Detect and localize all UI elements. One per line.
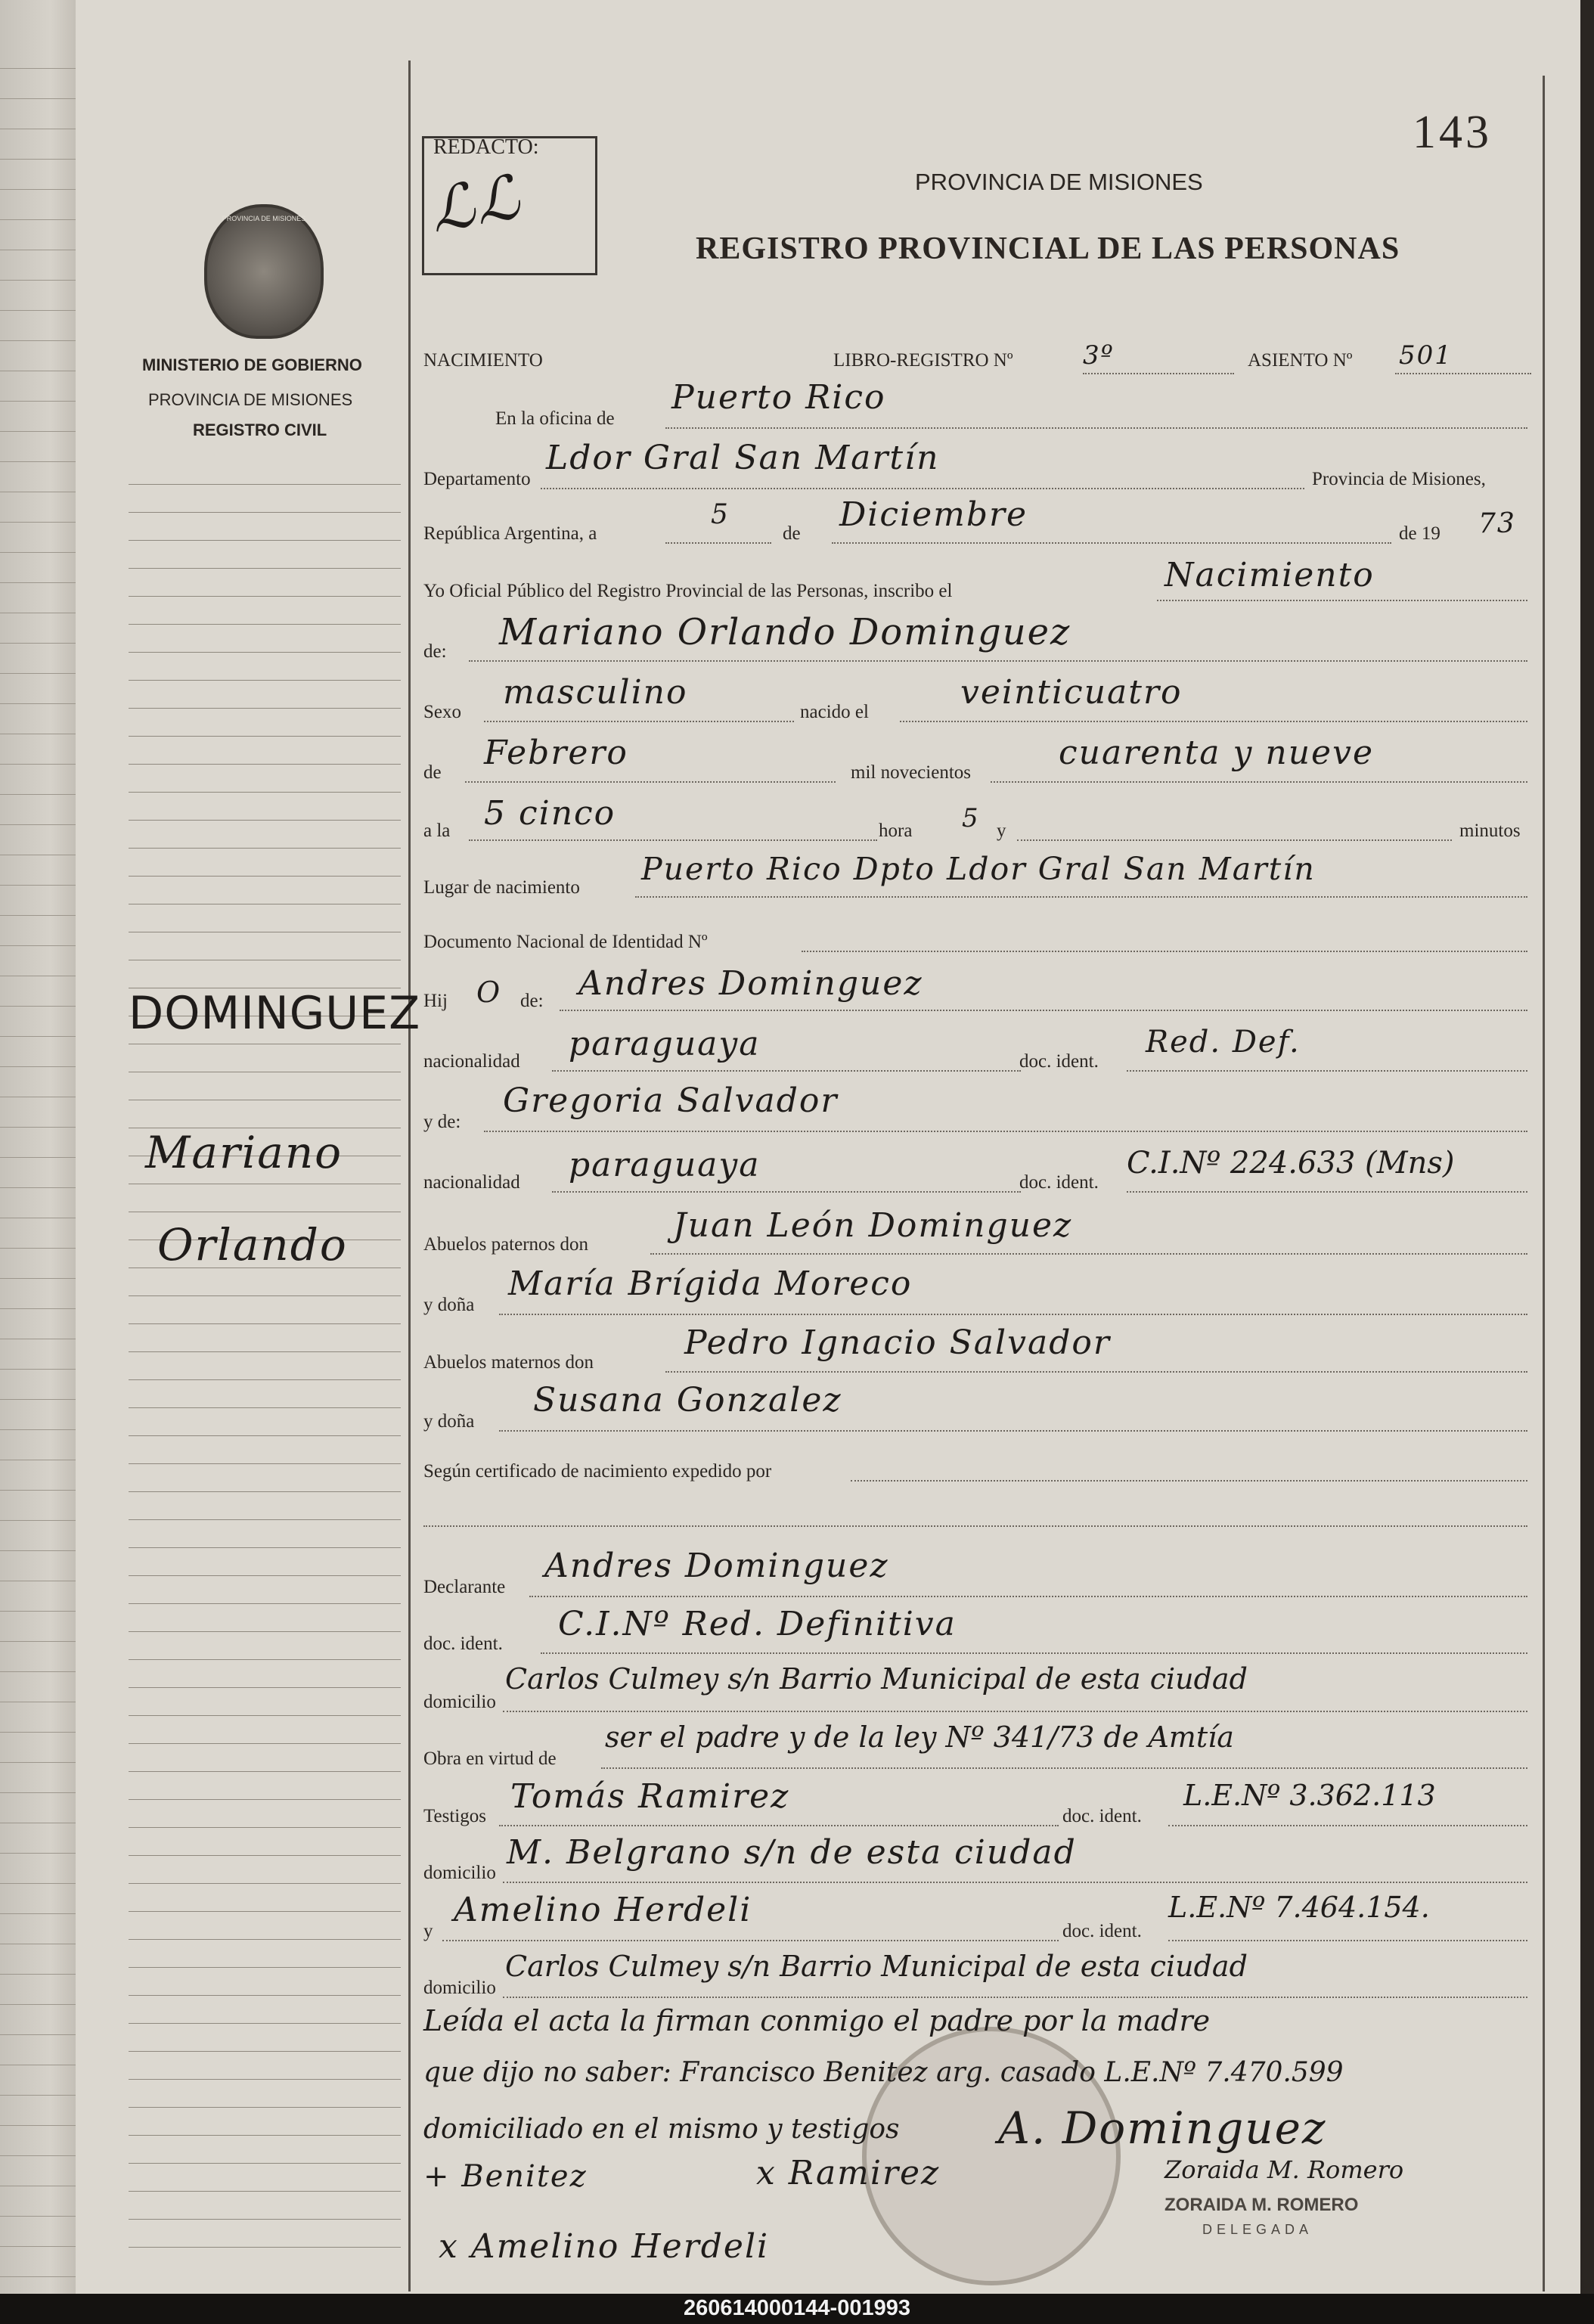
left-page-ruled-line [0, 189, 82, 190]
hijo-value: O [476, 976, 502, 1009]
signature-herdeli: x Amelino Herdeli [439, 2227, 770, 2266]
libro-label: LIBRO-REGISTRO Nº [833, 350, 1013, 371]
docident4-label: doc. ident. [1062, 1806, 1142, 1826]
margin-ruled-line [129, 2107, 401, 2108]
lugar-label: Lugar de nacimiento [423, 877, 580, 898]
margin-ruled-line [129, 1883, 401, 1884]
abuelos-pat-label: Abuelos paternos don [423, 1234, 589, 1255]
margin-ruled-line [129, 1995, 401, 1996]
notes-line-2: que dijo no saber: Francisco Benitez arg. casado L.E.Nº 7.470.599 [423, 2057, 1344, 2088]
left-page-ruled-line [0, 673, 82, 674]
left-page-ruled-line [0, 461, 82, 462]
left-page-ruled-line [0, 703, 82, 704]
sexo-line [484, 721, 794, 722]
margin-ruled-line [129, 2023, 401, 2024]
abuelo-mat-line [665, 1371, 1527, 1373]
departamento-value: Ldor Gral San Martín [546, 439, 940, 477]
yde-label: y de: [423, 1112, 461, 1132]
asiento-value: 501 [1399, 340, 1453, 371]
hijo-de-label: de: [520, 991, 544, 1011]
docident1-value: Red. Def. [1146, 1025, 1301, 1060]
obra-line [601, 1767, 1527, 1769]
left-page-ruled-line [0, 643, 82, 644]
left-page-ruled-line [0, 794, 82, 795]
hijo-label: Hij [423, 991, 448, 1011]
margin-ruled-line [129, 1547, 401, 1548]
mes-value: Diciembre [839, 495, 1028, 534]
minutos-label: minutos [1459, 821, 1521, 841]
hora-label: hora [879, 821, 913, 841]
testigo2-line [442, 1940, 1059, 1941]
mil-label: mil novecientos [851, 762, 971, 783]
margin-ruled-line [129, 1939, 401, 1940]
left-page-ruled-line [0, 340, 82, 341]
redacto-initials: ℒℒ [424, 161, 526, 247]
mes-de-label: de [783, 523, 801, 544]
y-label: y [997, 821, 1006, 841]
de-nombre-label: de: [423, 641, 447, 662]
oficina-line [665, 427, 1527, 429]
left-page-ruled-line [0, 2216, 82, 2217]
inscribo-line [1157, 600, 1527, 601]
left-page-ruled-line [0, 1792, 82, 1793]
hora-num-value: 5 [962, 803, 980, 833]
dni-line [802, 951, 1527, 952]
padre-value: Andres Dominguez [578, 964, 923, 1003]
departamento-line [541, 488, 1304, 489]
left-page-ruled-line [0, 1611, 82, 1612]
margin-ruled-line [129, 512, 401, 513]
page-number: 143 [1413, 107, 1492, 158]
mes-nac-line [465, 781, 836, 783]
romero-stamp-name: ZORAIDA M. ROMERO [1164, 2195, 1359, 2215]
left-page-ruled-line [0, 219, 82, 220]
segun-line-2 [423, 1525, 1527, 1527]
ministry-line-3: REGISTRO CIVIL [193, 420, 327, 439]
nacido-label: nacido el [800, 702, 869, 722]
mes-nac-value: Febrero [484, 734, 628, 772]
left-page-ruled-line [0, 2004, 82, 2005]
left-page-ruled-line [0, 1641, 82, 1642]
docident3-value: C.I.Nº Red. Definitiva [558, 1605, 957, 1643]
signature-benitez: + Benitez [423, 2159, 588, 2194]
seal-text: PROVINCIA DE MISIONES [222, 215, 306, 222]
romero-stamp-role: DELEGADA [1202, 2222, 1313, 2237]
libro-value: 3º [1083, 340, 1115, 371]
domicilio3-value: Carlos Culmey s/n Barrio Municipal de esta ciudad [505, 1950, 1248, 1983]
left-page-ruled-line [0, 98, 82, 99]
left-page-ruled-line [0, 1520, 82, 1521]
left-page-ruled-line [0, 824, 82, 825]
signature-ramirez: x Ramirez [756, 2154, 941, 2192]
left-page-ruled-line [0, 1006, 82, 1007]
left-page-edge [0, 0, 85, 2294]
left-page-ruled-line [0, 159, 82, 160]
signature-dominguez: A. Dominguez [998, 2102, 1327, 2154]
declarante-label: Declarante [423, 1577, 506, 1597]
redacto-label: REDACTO: [433, 135, 539, 159]
left-page-ruled-line [0, 1369, 82, 1370]
left-page-ruled-line [0, 1248, 82, 1249]
left-page-ruled-line [0, 915, 82, 916]
left-page-ruled-line [0, 885, 82, 886]
left-page-ruled-line [0, 1429, 82, 1430]
margin-ruled-line [129, 624, 401, 625]
left-page-ruled-line [0, 1187, 82, 1188]
abuela-mat-value: Susana Gonzalez [533, 1381, 842, 1420]
margin-ruled-line [129, 1295, 401, 1296]
nacionalidad1-value: paraguaya [569, 1025, 761, 1063]
margin-ruled-line [129, 2163, 401, 2164]
domicilio1-label: domicilio [423, 1692, 496, 1712]
asiento-dots [1395, 373, 1531, 374]
domicilio2-label: domicilio [423, 1863, 496, 1883]
domicilio2-line [503, 1882, 1527, 1883]
anio-value: 73 [1478, 508, 1516, 539]
testigo1-value: Tomás Ramirez [510, 1777, 790, 1816]
province-header: PROVINCIA DE MISIONES [915, 169, 1203, 195]
asiento-label: ASIENTO Nº [1248, 350, 1353, 371]
segun-label: Según certificado de nacimiento expedido por [423, 1461, 772, 1482]
margin-ruled-line [129, 596, 401, 597]
domicilio1-value: Carlos Culmey s/n Barrio Municipal de esta ciudad [505, 1662, 1248, 1696]
left-page-ruled-line [0, 1066, 82, 1067]
testigos-label: Testigos [423, 1806, 486, 1826]
lugar-line [635, 896, 1527, 898]
dona1-label: y doña [423, 1295, 475, 1315]
margin-ruled-line [129, 652, 401, 653]
obra-value: ser el padre y de la ley Nº 341/73 de Amtía [605, 1721, 1234, 1754]
margin-ruled-line [129, 1911, 401, 1912]
left-page-ruled-line [0, 1732, 82, 1733]
docident4-value: L.E.Nº 3.362.113 [1183, 1779, 1436, 1812]
declarante-line [529, 1596, 1527, 1597]
dia-value: 5 [711, 499, 730, 530]
yo-oficial-label: Yo Oficial Público del Registro Provincial de las Personas, inscribo el [423, 581, 953, 601]
hora-line [469, 839, 877, 841]
left-page-ruled-line [0, 2095, 82, 2096]
dni-label: Documento Nacional de Identidad Nº [423, 932, 708, 952]
docident2-label: doc. ident. [1019, 1172, 1099, 1193]
ministry-line-2: PROVINCIA DE MISIONES [148, 390, 353, 409]
margin-ruled-line [129, 1715, 401, 1716]
left-page-ruled-line [0, 1399, 82, 1400]
margin-ruled-line [129, 876, 401, 877]
margin-ruled-line [129, 708, 401, 709]
departamento-label: Departamento [423, 469, 531, 489]
left-page-ruled-line [0, 2246, 82, 2247]
margin-given-name-2: Orlando [157, 1219, 348, 1271]
left-page-ruled-line [0, 552, 82, 553]
libro-dots [1083, 373, 1234, 374]
margin-ruled-line [129, 1351, 401, 1352]
testigo1-line [499, 1825, 1059, 1826]
margin-ruled-line [129, 2051, 401, 2052]
de-mes-label: de [423, 762, 442, 783]
hora-value: 5 cinco [484, 794, 616, 833]
margin-ruled-line [129, 1575, 401, 1576]
oficina-label: En la oficina de [495, 408, 615, 429]
margin-ruled-line [129, 1743, 401, 1744]
mes-line [832, 542, 1391, 544]
document-id: 260614000144-001993 [684, 2296, 910, 2320]
minutos-line [1017, 839, 1452, 841]
notes-line-3: domiciliado en el mismo y testigos [423, 2114, 900, 2145]
oficina-value: Puerto Rico [671, 378, 886, 417]
margin-given-name-1: Mariano [145, 1127, 343, 1178]
abuelo-mat-value: Pedro Ignacio Salvador [684, 1323, 1111, 1362]
left-page-ruled-line [0, 310, 82, 311]
left-page-ruled-line [0, 1278, 82, 1279]
docident4-line [1168, 1825, 1527, 1826]
abuelos-mat-label: Abuelos maternos don [423, 1352, 594, 1373]
docident1-line [1127, 1070, 1527, 1072]
abuela-pat-value: María Brígida Moreco [508, 1264, 913, 1303]
margin-ruled-line [129, 1519, 401, 1520]
dona2-label: y doña [423, 1411, 475, 1432]
margin-ruled-line [129, 1827, 401, 1828]
nacionalidad2-value: paraguaya [569, 1146, 761, 1184]
margin-ruled-line [129, 484, 401, 485]
docident2-value: C.I.Nº 224.633 (Mns) [1127, 1146, 1455, 1181]
left-page-ruled-line [0, 1036, 82, 1037]
nombre-line [469, 660, 1527, 662]
page-right-rule [1543, 76, 1545, 2291]
margin-ruled-line [129, 2079, 401, 2080]
docident5-label: doc. ident. [1062, 1921, 1142, 1941]
left-page-ruled-line [0, 1974, 82, 1975]
domicilio3-line [503, 1997, 1527, 1998]
provincia-label: Provincia de Misiones, [1312, 469, 1486, 489]
ministry-line-1: MINISTERIO DE GOBIERNO [142, 355, 362, 374]
margin-ruled-line [129, 2191, 401, 2192]
left-page-ruled-line [0, 68, 82, 69]
nacionalidad2-label: nacionalidad [423, 1172, 520, 1193]
margin-ruled-line [129, 1379, 401, 1380]
margin-ruled-line [129, 1799, 401, 1800]
testigo2-value: Amelino Herdeli [454, 1891, 752, 1929]
left-page-ruled-line [0, 2125, 82, 2126]
margin-ruled-line [129, 1687, 401, 1688]
left-page-ruled-line [0, 1913, 82, 1914]
margin-ruled-line [129, 1603, 401, 1604]
nacionalidad2-line [552, 1191, 1021, 1193]
left-page-ruled-line [0, 2155, 82, 2156]
margin-ruled-line [129, 2219, 401, 2220]
left-page-ruled-line [0, 1157, 82, 1158]
docident1-label: doc. ident. [1019, 1051, 1099, 1072]
obra-label: Obra en virtud de [423, 1748, 557, 1769]
left-page-ruled-line [0, 2034, 82, 2035]
left-page-ruled-line [0, 1550, 82, 1551]
redacto-box [422, 136, 597, 275]
domicilio2-value: M. Belgrano s/n de esta ciudad [507, 1833, 1077, 1872]
page-left-rule [408, 61, 411, 2291]
delegada-stamp [1157, 2155, 1429, 2246]
margin-ruled-line [129, 1407, 401, 1408]
left-page-ruled-line [0, 764, 82, 765]
left-page-ruled-line [0, 1883, 82, 1884]
left-page-ruled-line [0, 280, 82, 281]
margin-ruled-line [129, 540, 401, 541]
docident3-line [541, 1652, 1527, 1654]
abuelo-pat-line [650, 1253, 1527, 1255]
docident2-line [1127, 1191, 1527, 1193]
left-page-ruled-line [0, 1127, 82, 1128]
left-page-ruled-line [0, 945, 82, 946]
nacionalidad1-line [552, 1070, 1021, 1072]
lugar-value: Puerto Rico Dpto Ldor Gral San Martín [641, 851, 1316, 887]
domicilio1-line [503, 1711, 1527, 1712]
margin-ruled-line [129, 820, 401, 821]
nacido-line [900, 721, 1527, 722]
nacido-value: veinticuatro [960, 673, 1183, 712]
margin-ruled-line [129, 1435, 401, 1436]
left-page-ruled-line [0, 1853, 82, 1854]
left-page-ruled-line [0, 1671, 82, 1672]
margin-ruled-line [129, 1631, 401, 1632]
margin-ruled-line [129, 1659, 401, 1660]
registry-header: REGISTRO PROVINCIAL DE LAS PERSONAS [696, 231, 1400, 266]
madre-value: Gregoria Salvador [503, 1081, 839, 1120]
margin-ruled-line [129, 1323, 401, 1324]
margin-ruled-line [129, 764, 401, 765]
docident5-line [1168, 1940, 1527, 1941]
abuela-pat-line [499, 1314, 1527, 1315]
nacimiento-label: NACIMIENTO [423, 350, 543, 371]
margin-ruled-line [129, 2135, 401, 2136]
nacionalidad1-label: nacionalidad [423, 1051, 520, 1072]
anio-nac-value: cuarenta y nueve [1059, 734, 1374, 772]
ala-label: a la [423, 821, 451, 841]
left-page-ruled-line [0, 1762, 82, 1763]
left-page-ruled-line [0, 582, 82, 583]
left-page-ruled-line [0, 522, 82, 523]
margin-ruled-line [129, 680, 401, 681]
anio-nac-line [991, 781, 1527, 783]
y-testigo-label: y [423, 1921, 433, 1941]
margin-surname: DOMINGUEZ [129, 987, 421, 1040]
signature-romero: Zoraida M. Romero [1164, 2155, 1404, 2184]
abuela-mat-line [499, 1430, 1527, 1432]
margin-ruled-line [129, 1855, 401, 1856]
margin-ruled-line [129, 1463, 401, 1464]
madre-line [484, 1131, 1527, 1132]
margin-ruled-line [129, 1967, 401, 1968]
province-seal-emblem [204, 204, 324, 339]
margin-ruled-line [129, 568, 401, 569]
left-page-ruled-line [0, 1308, 82, 1309]
left-page-ruled-line [0, 2276, 82, 2277]
docident3-label: doc. ident. [423, 1634, 503, 1654]
notes-line-1: Leída el acta la firman conmigo el padre por la madre [423, 2004, 1211, 2037]
inscribo-value: Nacimiento [1164, 556, 1375, 594]
margin-ruled-line [129, 1491, 401, 1492]
left-page-ruled-line [0, 401, 82, 402]
domicilio3-label: domicilio [423, 1978, 496, 1998]
margin-ruled-line [129, 736, 401, 737]
segun-line-1 [851, 1480, 1527, 1482]
left-page-ruled-line [0, 1490, 82, 1491]
abuelo-pat-value: Juan León Dominguez [673, 1206, 1073, 1245]
left-page-ruled-line [0, 431, 82, 432]
sexo-label: Sexo [423, 702, 461, 722]
padre-line [560, 1010, 1527, 1011]
margin-ruled-line [129, 2247, 401, 2248]
margin-ruled-line [129, 848, 401, 849]
sexo-value: masculino [503, 673, 688, 712]
declarante-value: Andres Dominguez [544, 1547, 889, 1585]
docident5-value: L.E.Nº 7.464.154. [1168, 1891, 1430, 1924]
nombre-value: Mariano Orlando Dominguez [499, 611, 1071, 653]
republica-label: República Argentina, a [423, 523, 597, 544]
margin-ruled-line [129, 1771, 401, 1772]
dia-line [665, 542, 771, 544]
de19-label: de 19 [1399, 523, 1440, 544]
margin-ruled-line [129, 792, 401, 793]
